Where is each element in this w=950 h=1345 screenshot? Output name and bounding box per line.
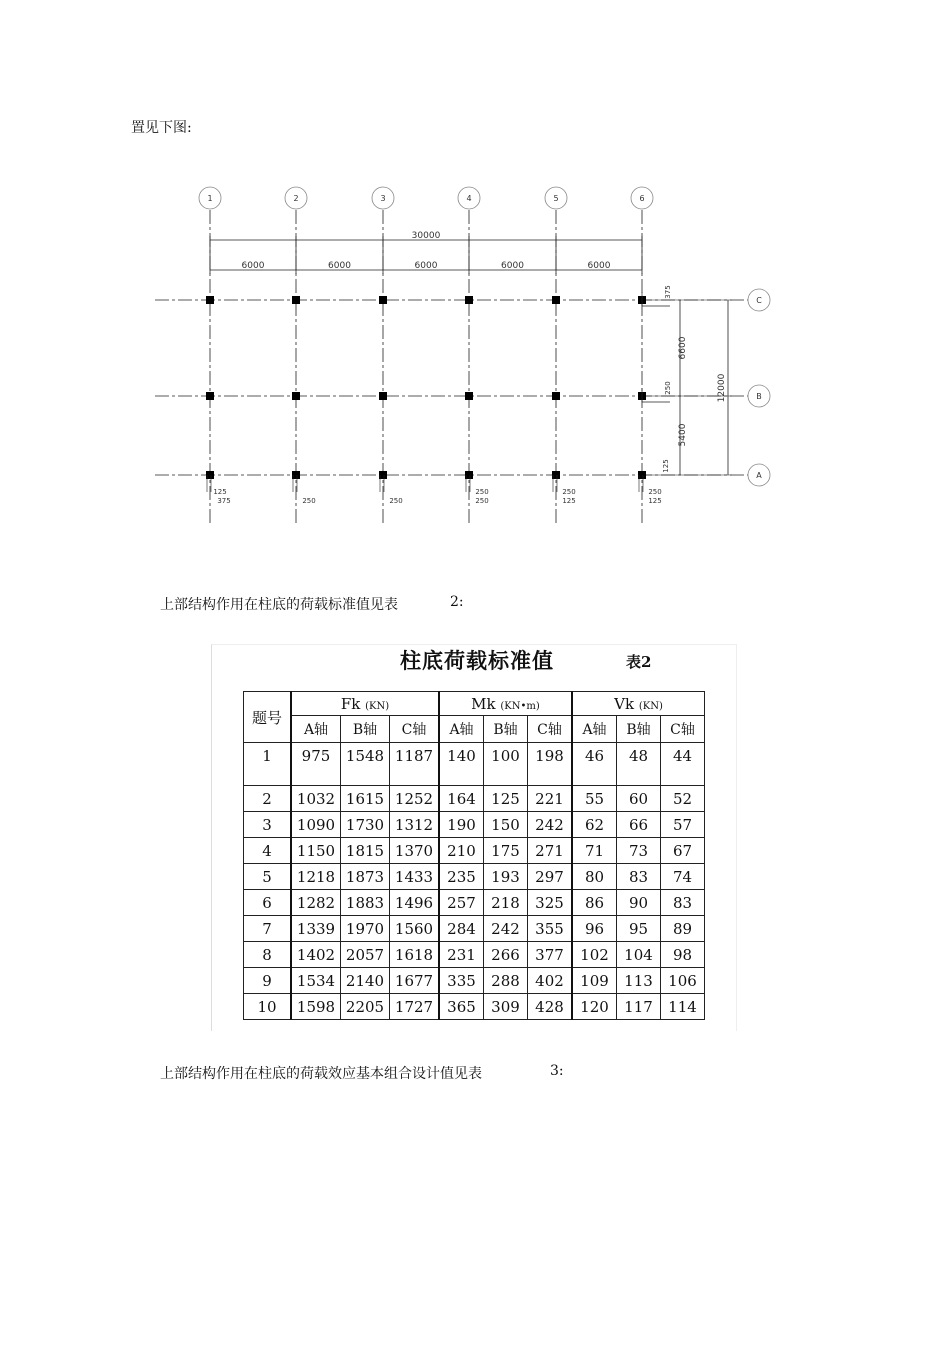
dimension-text: 6000 bbox=[328, 261, 351, 271]
axis-header: B轴 bbox=[341, 716, 390, 743]
table-ref-number: 2: bbox=[450, 594, 464, 610]
table-row bbox=[244, 890, 705, 916]
value-cell: 114 bbox=[661, 994, 705, 1020]
value-cell: 71 bbox=[572, 838, 617, 864]
table-row bbox=[244, 812, 705, 838]
value-cell: 975 bbox=[291, 743, 341, 786]
column-layout-plan bbox=[150, 180, 790, 530]
axis-label: 6 bbox=[639, 194, 645, 203]
value-cell: 1218 bbox=[291, 864, 341, 890]
value-cell: 67 bbox=[661, 838, 705, 864]
eccentricity-text: 250 bbox=[562, 488, 576, 496]
value-cell: 57 bbox=[661, 812, 705, 838]
column-square bbox=[465, 392, 473, 400]
value-cell: 66 bbox=[617, 812, 661, 838]
value-cell: 106 bbox=[661, 968, 705, 994]
group-header-fk: Fk (KN) bbox=[291, 692, 439, 716]
column-square bbox=[552, 296, 560, 304]
value-cell: 109 bbox=[572, 968, 617, 994]
value-cell: 1730 bbox=[341, 812, 390, 838]
table-row bbox=[244, 994, 705, 1020]
group-header-vk: Vk (KN) bbox=[572, 692, 705, 716]
column-square bbox=[206, 392, 214, 400]
value-cell: 309 bbox=[484, 994, 528, 1020]
value-cell: 1370 bbox=[390, 838, 440, 864]
eccentricity-text: 250 bbox=[302, 497, 316, 505]
question-number-cell: 6 bbox=[244, 890, 292, 916]
value-cell: 164 bbox=[439, 786, 484, 812]
value-cell: 231 bbox=[439, 942, 484, 968]
dimension-text: 6000 bbox=[587, 261, 611, 271]
value-cell: 1534 bbox=[291, 968, 341, 994]
value-cell: 266 bbox=[484, 942, 528, 968]
axis-label: 4 bbox=[466, 194, 472, 203]
value-cell: 193 bbox=[484, 864, 528, 890]
value-cell: 46 bbox=[572, 743, 617, 786]
eccentricity-text: 250 bbox=[475, 488, 489, 496]
value-cell: 62 bbox=[572, 812, 617, 838]
value-cell: 1598 bbox=[291, 994, 341, 1020]
axis-label: 3 bbox=[380, 194, 386, 203]
value-cell: 1815 bbox=[341, 838, 390, 864]
paragraph-text: 上部结构作用在柱底的荷载标准值见表 bbox=[160, 597, 398, 613]
value-cell: 1187 bbox=[390, 743, 440, 786]
value-cell: 257 bbox=[439, 890, 484, 916]
question-number-cell: 7 bbox=[244, 916, 292, 942]
corner-header: 题号 bbox=[244, 692, 292, 743]
axis-header: A轴 bbox=[291, 716, 341, 743]
table-row bbox=[244, 916, 705, 942]
value-cell: 210 bbox=[439, 838, 484, 864]
value-cell: 86 bbox=[572, 890, 617, 916]
value-cell: 428 bbox=[528, 994, 573, 1020]
value-cell: 74 bbox=[661, 864, 705, 890]
question-number-cell: 9 bbox=[244, 968, 292, 994]
value-cell: 150 bbox=[484, 812, 528, 838]
value-cell: 235 bbox=[439, 864, 484, 890]
axis-header: C轴 bbox=[661, 716, 705, 743]
eccentricity-text: 125 bbox=[648, 497, 662, 505]
eccentricity-text: 375 bbox=[217, 497, 231, 505]
value-cell: 1312 bbox=[390, 812, 440, 838]
value-cell: 1090 bbox=[291, 812, 341, 838]
value-cell: 83 bbox=[661, 890, 705, 916]
value-cell: 377 bbox=[528, 942, 573, 968]
eccentricity-text: 250 bbox=[389, 497, 403, 505]
column-square bbox=[465, 296, 473, 304]
eccentricity-text: 125 bbox=[213, 488, 227, 496]
column-square bbox=[206, 296, 214, 304]
axis-header: A轴 bbox=[439, 716, 484, 743]
value-cell: 117 bbox=[617, 994, 661, 1020]
load-table-figure bbox=[211, 644, 737, 1031]
column-square bbox=[292, 392, 300, 400]
value-cell: 100 bbox=[484, 743, 528, 786]
paragraph-text: 上部结构作用在柱底的荷载效应基本组合设计值见表 bbox=[160, 1066, 482, 1082]
eccentricity-text: 250 bbox=[475, 497, 489, 505]
value-cell: 1548 bbox=[341, 743, 390, 786]
axis-header: A轴 bbox=[572, 716, 617, 743]
value-cell: 1496 bbox=[390, 890, 440, 916]
value-cell: 402 bbox=[528, 968, 573, 994]
value-cell: 242 bbox=[528, 812, 573, 838]
value-cell: 284 bbox=[439, 916, 484, 942]
value-cell: 1433 bbox=[390, 864, 440, 890]
value-cell: 1402 bbox=[291, 942, 341, 968]
eccentricity-text: 250 bbox=[648, 488, 662, 496]
value-cell: 355 bbox=[528, 916, 573, 942]
eccentricity-text: 125 bbox=[562, 497, 576, 505]
group-header-mk: Mk (KN•m) bbox=[439, 692, 572, 716]
value-cell: 95 bbox=[617, 916, 661, 942]
value-cell: 113 bbox=[617, 968, 661, 994]
value-cell: 80 bbox=[572, 864, 617, 890]
axis-label: A bbox=[756, 471, 762, 480]
value-cell: 1618 bbox=[390, 942, 440, 968]
value-cell: 52 bbox=[661, 786, 705, 812]
value-cell: 1560 bbox=[390, 916, 440, 942]
table-number: 表2 bbox=[626, 653, 652, 671]
value-cell: 1150 bbox=[291, 838, 341, 864]
question-number-cell: 10 bbox=[244, 994, 292, 1020]
table2-reference-paragraph bbox=[160, 594, 480, 614]
value-cell: 242 bbox=[484, 916, 528, 942]
question-number-cell: 2 bbox=[244, 786, 292, 812]
value-cell: 325 bbox=[528, 890, 573, 916]
value-cell: 1970 bbox=[341, 916, 390, 942]
value-cell: 89 bbox=[661, 916, 705, 942]
value-cell: 60 bbox=[617, 786, 661, 812]
load-standard-values-table bbox=[243, 691, 705, 1020]
axis-label: 2 bbox=[293, 194, 299, 203]
value-cell: 190 bbox=[439, 812, 484, 838]
value-cell: 1727 bbox=[390, 994, 440, 1020]
eccentricity-text: 375 bbox=[664, 285, 672, 299]
value-cell: 44 bbox=[661, 743, 705, 786]
eccentricity-text: 125 bbox=[662, 459, 670, 473]
value-cell: 140 bbox=[439, 743, 484, 786]
dimension-text: 6000 bbox=[241, 261, 265, 271]
table3-reference-paragraph bbox=[160, 1063, 580, 1083]
column-square bbox=[552, 392, 560, 400]
eccentricity-text: 250 bbox=[664, 381, 672, 395]
value-cell: 120 bbox=[572, 994, 617, 1020]
axis-header: B轴 bbox=[484, 716, 528, 743]
value-cell: 1615 bbox=[341, 786, 390, 812]
value-cell: 96 bbox=[572, 916, 617, 942]
dimension-text: 5400 bbox=[678, 423, 688, 447]
axis-label: 5 bbox=[553, 194, 559, 203]
value-cell: 2057 bbox=[341, 942, 390, 968]
value-cell: 1252 bbox=[390, 786, 440, 812]
value-cell: 1032 bbox=[291, 786, 341, 812]
value-cell: 73 bbox=[617, 838, 661, 864]
value-cell: 90 bbox=[617, 890, 661, 916]
dimension-text: 6000 bbox=[414, 261, 438, 271]
value-cell: 1339 bbox=[291, 916, 341, 942]
table-ref-number: 3: bbox=[550, 1063, 564, 1079]
dimension-text: 30000 bbox=[411, 231, 441, 241]
dimension-text: 6000 bbox=[501, 261, 524, 271]
axis-label: B bbox=[756, 392, 762, 401]
axis-label: C bbox=[756, 296, 762, 305]
value-cell: 335 bbox=[439, 968, 484, 994]
axis-header: C轴 bbox=[528, 716, 573, 743]
axis-label: 1 bbox=[207, 194, 213, 203]
value-cell: 2140 bbox=[341, 968, 390, 994]
axis-header: B轴 bbox=[617, 716, 661, 743]
value-cell: 1873 bbox=[341, 864, 390, 890]
value-cell: 83 bbox=[617, 864, 661, 890]
value-cell: 198 bbox=[528, 743, 573, 786]
value-cell: 365 bbox=[439, 994, 484, 1020]
value-cell: 48 bbox=[617, 743, 661, 786]
table-row bbox=[244, 786, 705, 812]
value-cell: 2205 bbox=[341, 994, 390, 1020]
value-cell: 288 bbox=[484, 968, 528, 994]
table-row bbox=[244, 942, 705, 968]
value-cell: 1677 bbox=[390, 968, 440, 994]
table-row bbox=[244, 743, 705, 786]
value-cell: 1883 bbox=[341, 890, 390, 916]
value-cell: 55 bbox=[572, 786, 617, 812]
question-number-cell: 4 bbox=[244, 838, 292, 864]
value-cell: 98 bbox=[661, 942, 705, 968]
value-cell: 218 bbox=[484, 890, 528, 916]
dimension-text: 12000 bbox=[717, 373, 727, 403]
value-cell: 104 bbox=[617, 942, 661, 968]
table-row bbox=[244, 968, 705, 994]
column-square bbox=[292, 296, 300, 304]
value-cell: 175 bbox=[484, 838, 528, 864]
question-number-cell: 5 bbox=[244, 864, 292, 890]
value-cell: 297 bbox=[528, 864, 573, 890]
dimension-text: 6600 bbox=[678, 336, 688, 360]
question-number-cell: 1 bbox=[244, 743, 292, 786]
value-cell: 271 bbox=[528, 838, 573, 864]
value-cell: 1282 bbox=[291, 890, 341, 916]
table-row bbox=[244, 864, 705, 890]
intro-text: 置见下图: bbox=[131, 120, 192, 136]
axis-header: C轴 bbox=[390, 716, 440, 743]
column-square bbox=[379, 392, 387, 400]
question-number-cell: 8 bbox=[244, 942, 292, 968]
table-row bbox=[244, 838, 705, 864]
value-cell: 102 bbox=[572, 942, 617, 968]
table-title: 柱底荷载标准值 bbox=[400, 648, 554, 673]
question-number-cell: 3 bbox=[244, 812, 292, 838]
value-cell: 221 bbox=[528, 786, 573, 812]
value-cell: 125 bbox=[484, 786, 528, 812]
column-square bbox=[379, 296, 387, 304]
